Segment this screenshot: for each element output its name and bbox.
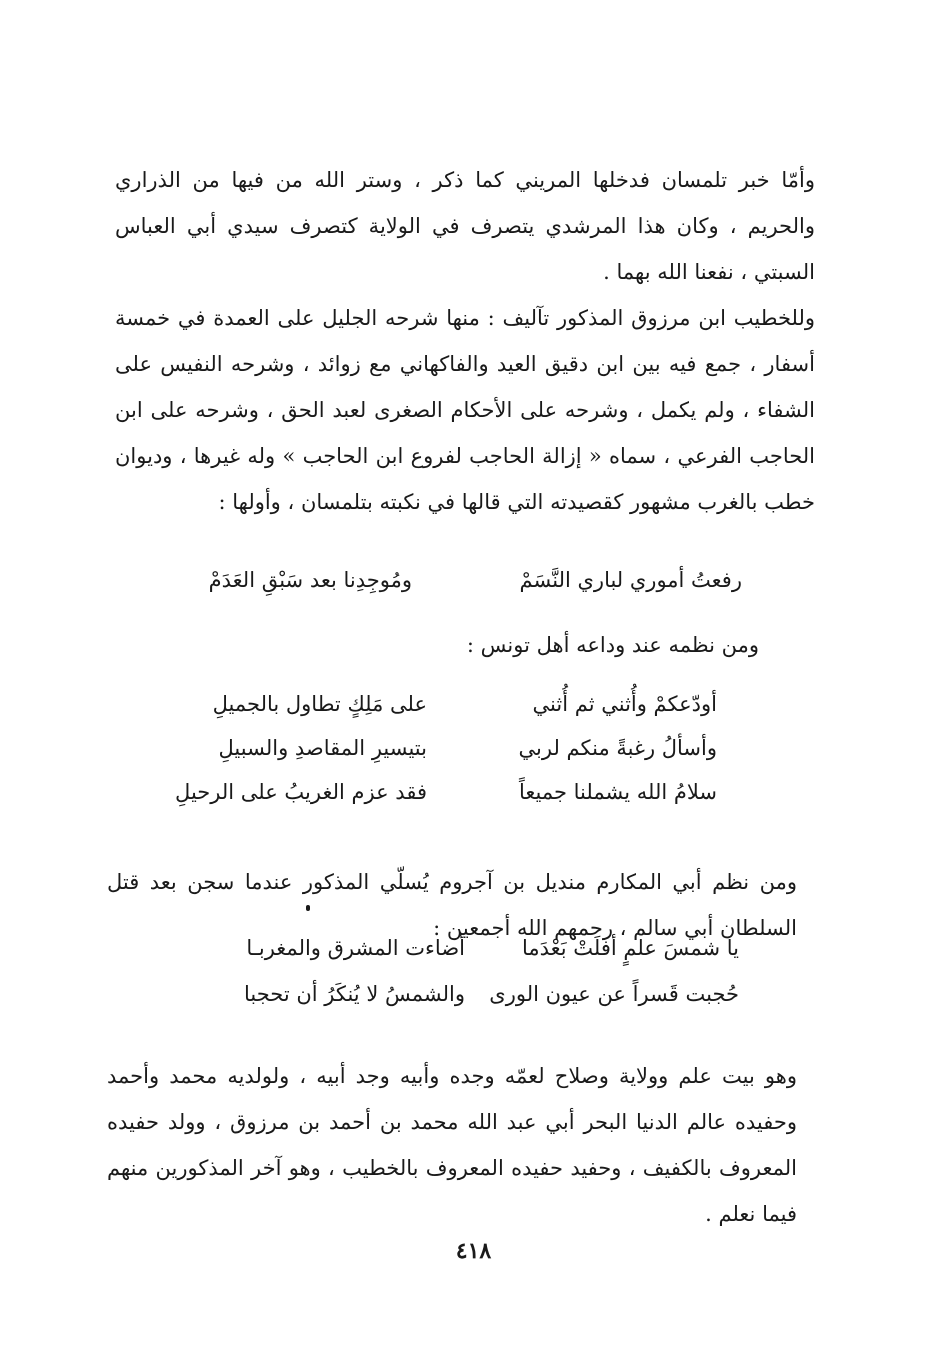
poem-line [0, 772, 947, 812]
poem-line [0, 684, 947, 724]
verse-first-hemistich: أودّعكمْ وأُثني ثم أُثني [532, 692, 717, 716]
verse-first-hemistich: وأسألُ رغبةً منكم لربي [518, 736, 717, 760]
poem-shams [0, 928, 947, 1018]
verse-second-hemistich: على مَلِكٍ تطاول بالجميلِ [212, 692, 427, 716]
poem-line [0, 728, 947, 768]
poem-tunis [0, 684, 947, 814]
verse-first-hemistich: يا شمسَ علمٍ أفلَتْ بَعْدَما [521, 936, 739, 960]
verse-second-hemistich: أضاءت المشرق والمغربـا [246, 936, 465, 960]
paragraph-family: وهو بيت علم وولاية وصلاح لعمّه وجده وأبيه وجد أبيه ، ولولديه محمد وأحمد وحفيده عالم الدنيا البحر أبي عبد الله محمد بن أحمد بن مرزوق ، وولد حفيده المعروف بالكفيف ، وحفيد حفيده المعروف بالخطيب ، وهو آخر المذكورين منهم فيما نعلم . [107, 1064, 797, 1226]
verse-second-hemistich: بتيسيرِ المقاصدِ والسبيلِ [218, 736, 427, 760]
verse-second-hemistich: ومُوجِدِنا بعد سَبْقِ العَدَمْ [208, 568, 412, 592]
verse-first-hemistich: سلامُ الله يشملنا جميعاً [519, 780, 717, 804]
verse-opening [0, 560, 947, 600]
verse-second-hemistich: والشمسُ لا يُنكَرُ أن تحجبا [243, 982, 465, 1006]
poem-line [0, 974, 947, 1018]
poem-line [0, 928, 947, 972]
intro-tunis-poem: ومن نظمه عند وداعه أهل تونس : [466, 633, 759, 657]
intro-mandil-poem: ومن نظم أبي المكارم منديل بن آجروم يُسلّي المذكور عندما سجن بعد قتل السلطان أبي سالم ، رحمهم الله أجمعين : [107, 870, 797, 940]
paragraph-ibn-marzuq-works: وللخطيب ابن مرزوق المذكور تآليف : منها شرحه الجليل على العمدة في خمسة أسفار ، جمع فيه بين ابن دقيق العيد والفاكهاني مع زوائد ، وشرحه النفيس على الشفاء ، ولم يكمل ، وشرحه على الأحكام الصغرى لعبد الحق ، وشرحه على ابن الحاجب الفرعي ، سماه « إزالة الحاجب لفروع ابن الحاجب » وله غيرها ، وديوان خطب بالغرب مشهور كقصيدته التي قالها في نكبته بتلمسان ، وأولها : [115, 306, 815, 514]
verse-second-hemistich: فقد عزم الغريبُ على الرحيلِ [175, 780, 427, 804]
verse-first-hemistich: حُجبت قَسراً عن عيون الورى [489, 982, 739, 1006]
verse-first-hemistich: رفعتُ أموري لباري النَّسَمْ [519, 568, 742, 592]
paragraph-tlemcen: وأمّا خبر تلمسان فدخلها المريني كما ذكر ، وستر الله من فيها من الذراري والحريم ، وكان هذا المرشدي يتصرف في الولاية كتصرف سيدي أبي العباس السبتي ، نفعنا الله بهما . [115, 168, 815, 284]
ink-speck [306, 905, 310, 911]
page-number: ٤١٨ [455, 1238, 492, 1264]
